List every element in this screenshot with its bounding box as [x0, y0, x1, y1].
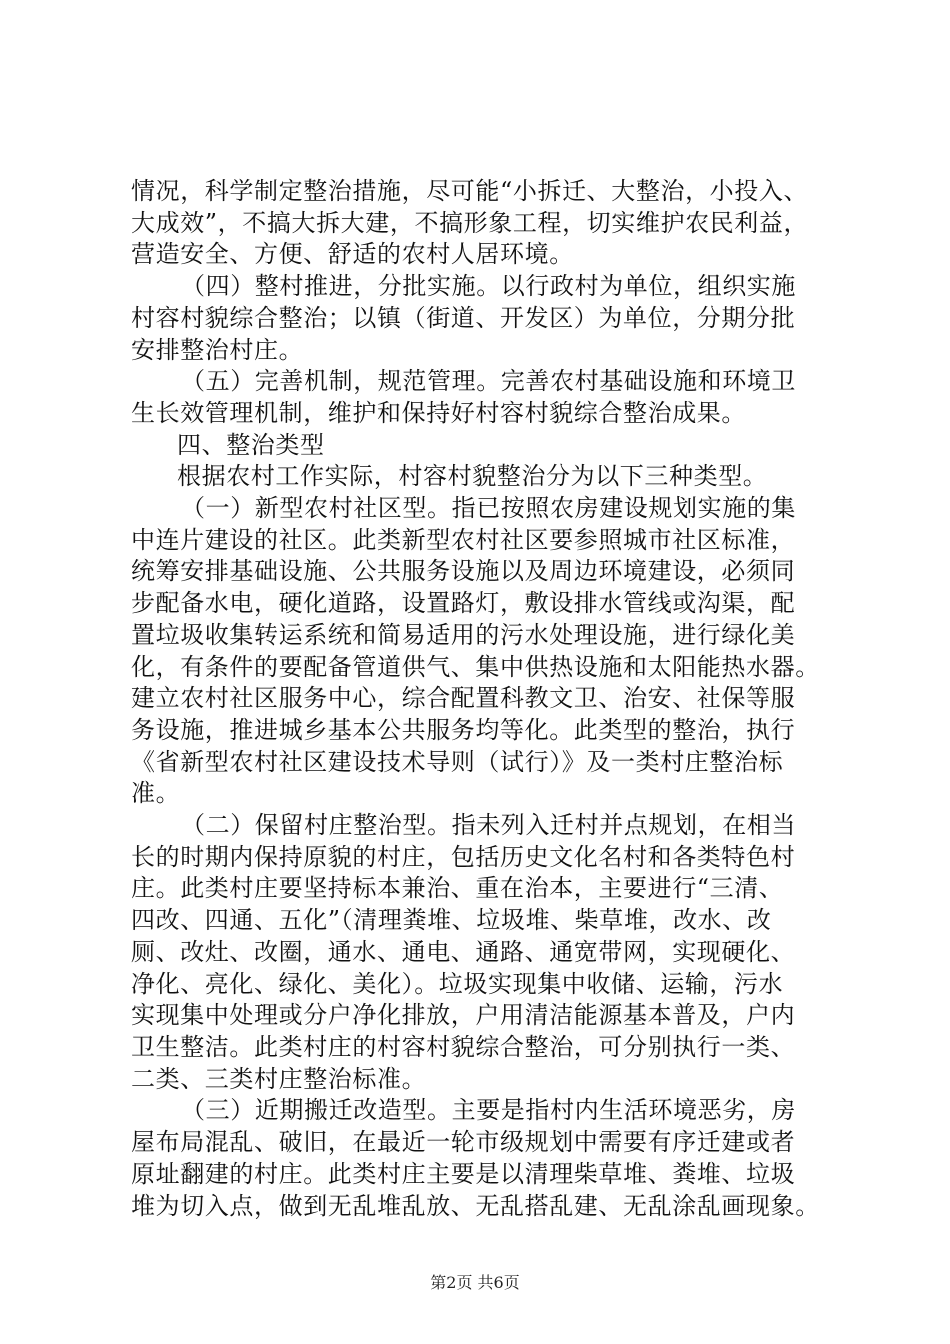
text-line: 化，有条件的要配备管道供气、集中供热设施和太阳能热水器。 [131, 652, 820, 681]
text-line: 根据农村工作实际，村容村貌整治分为以下三种类型。 [177, 462, 768, 491]
text-line: 情况，科学制定整治措施，尽可能“小拆迁、大整治，小投入、 [131, 177, 809, 205]
text-line: （五）完善机制，规范管理。完善农村基础设施和环境卫 [181, 367, 796, 396]
document-body [131, 176, 831, 1222]
text-line: 统筹安排基础设施、公共服务设施以及周边环境建设，必须同 [131, 557, 796, 586]
text-line: 务设施，推进城乡基本公共服务均等化。此类型的整治，执行 [131, 715, 796, 744]
text-line: 净化、亮化、绿化、美化）。垃圾实现集中收储、运输，污水 [131, 969, 784, 998]
text-line: 安排整治村庄。 [131, 335, 304, 364]
text-line: （二）保留村庄整治型。指未列入迁村并点规划，在相当 [181, 811, 796, 840]
text-line: 二类、三类村庄整治标准。 [131, 1064, 427, 1093]
text-line: 《省新型农村社区建设技术导则（试行）》及一类村庄整治标 [131, 747, 784, 776]
section-heading: 四、整治类型 [177, 430, 325, 459]
text-line: 置垃圾收集转运系统和简易适用的污水处理设施，进行绿化美 [131, 620, 796, 649]
text-line: 营造安全、方便、舒适的农村人居环境。 [131, 240, 574, 269]
text-line: 庄。此类村庄要坚持标本兼治、重在治本，主要进行“三清、 [131, 874, 784, 903]
text-line: 村容村貌综合整治；以镇（街道、开发区）为单位，分期分批 [131, 303, 796, 332]
page-number-footer: 第2页 共6页 [430, 1273, 520, 1292]
text-line: 实现集中处理或分户净化排放，户用清洁能源基本普及，户内 [131, 1001, 796, 1030]
text-line: 卫生整洁。此类村庄的村容村貌综合整治，可分别执行一类、 [131, 1032, 796, 1061]
text-line: 堆为切入点，做到无乱堆乱放、无乱搭乱建、无乱涂乱画现象。 [131, 1191, 820, 1220]
text-line: （四）整村推进，分批实施。以行政村为单位，组织实施 [181, 272, 796, 301]
text-line: 厕、改灶、改圈，通水、通电、通路、通宽带网，实现硬化、 [131, 937, 796, 966]
text-line: （一）新型农村社区型。指已按照农房建设规划实施的集 [181, 494, 796, 523]
text-line: 步配备水电，硬化道路，设置路灯，敷设排水管线或沟渠，配 [131, 589, 796, 618]
text-line: 准。 [131, 779, 181, 808]
text-line: 长的时期内保持原貌的村庄，包括历史文化名村和各类特色村 [131, 842, 796, 871]
text-line: 建立农村社区服务中心，综合配置科教文卫、治安、社保等服 [131, 684, 796, 713]
text-line: （三）近期搬迁改造型。主要是指村内生活环境恶劣，房 [181, 1096, 796, 1125]
text-line: 屋布局混乱、破旧，在最近一轮市级规划中需要有序迁建或者 [131, 1128, 796, 1157]
text-line: 四改、四通、五化”（清理粪堆、垃圾堆、柴草堆，改水、改 [131, 906, 772, 935]
text-line: 生长效管理机制，维护和保持好村容村貌综合整治成果。 [131, 398, 746, 427]
text-line: 原址翻建的村庄。此类村庄主要是以清理柴草堆、粪堆、垃圾 [131, 1159, 796, 1188]
text-line: 中连片建设的社区。此类新型农村社区要参照城市社区标准， [131, 525, 796, 554]
text-line: 大成效”，不搞大拆大建，不搞形象工程，切实维护农民利益， [131, 208, 809, 237]
